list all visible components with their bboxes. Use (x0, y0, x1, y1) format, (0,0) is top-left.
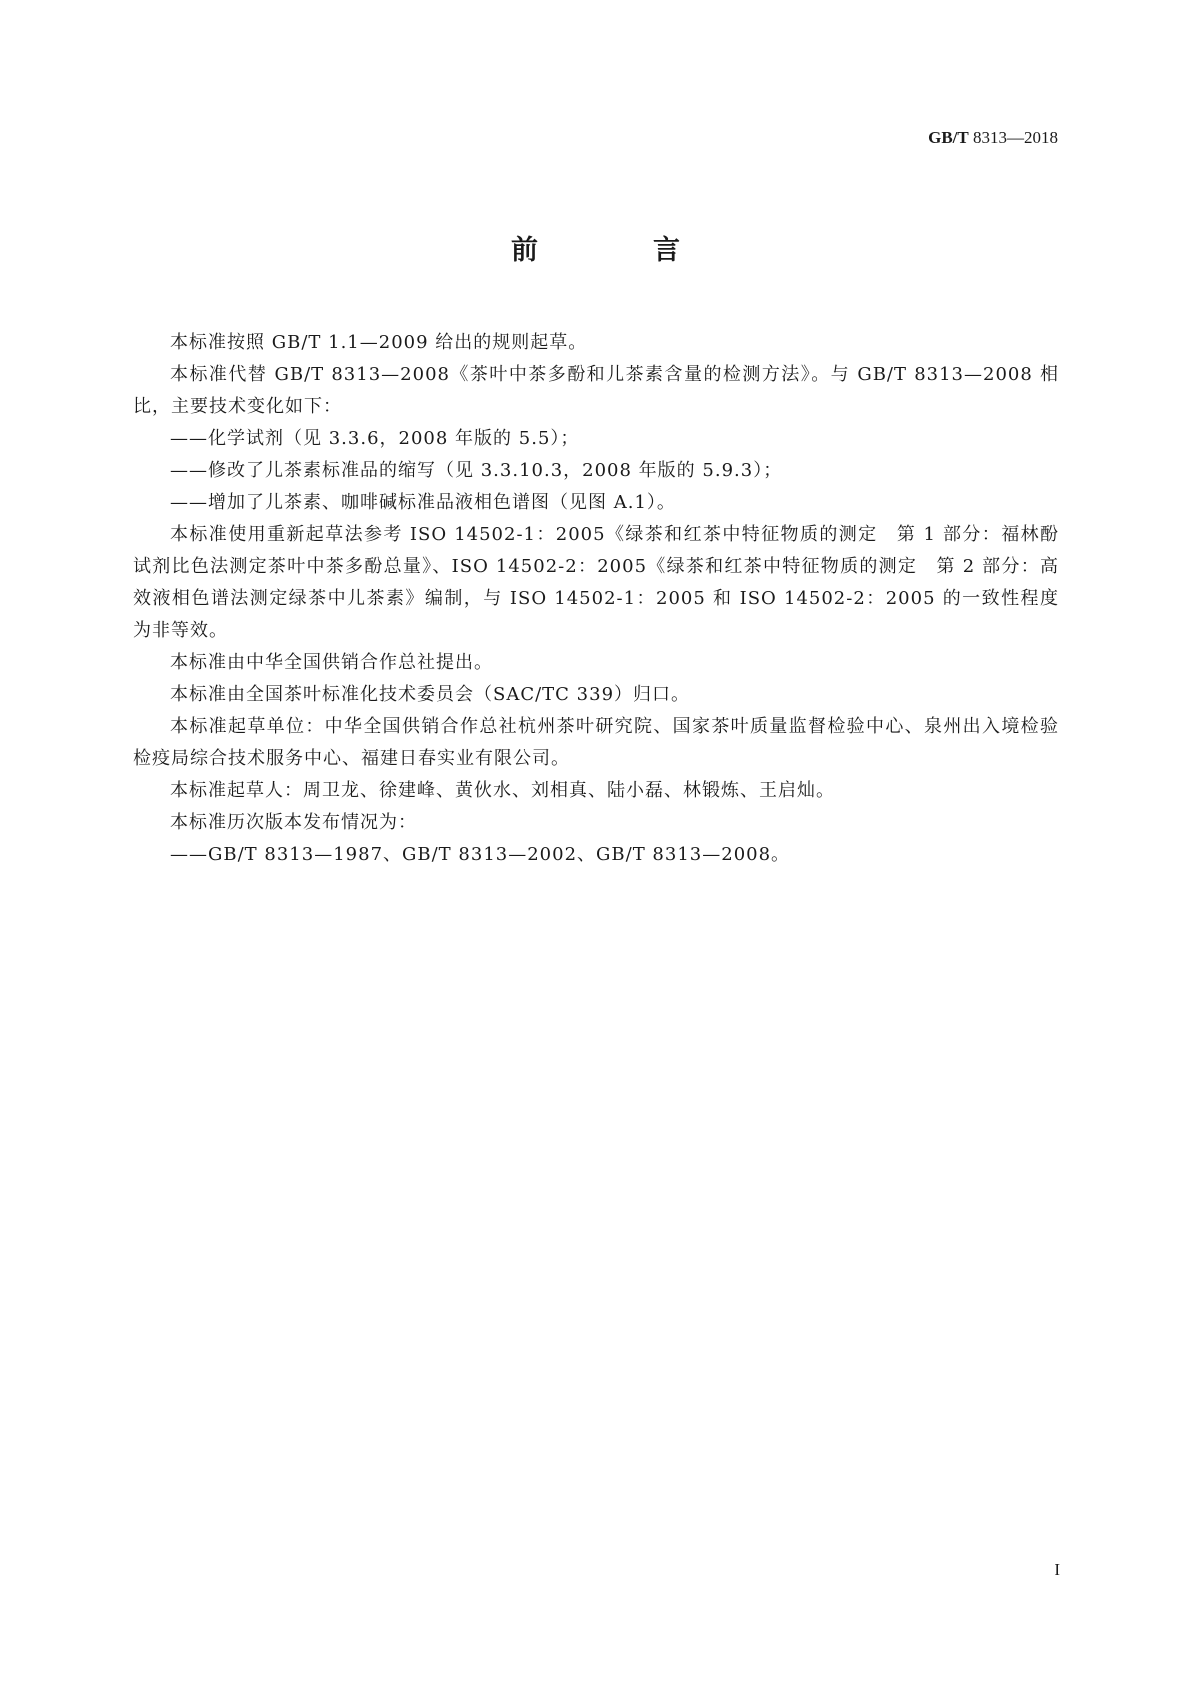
change-item: ——增加了儿茶素、咖啡碱标准品液相色谱图（见图 A.1）。 (170, 492, 676, 513)
page-number: I (1054, 1560, 1060, 1579)
paragraph-drafting-rules: 本标准按照 GB/T 1.1—2009 给出的规则起草。 (170, 332, 588, 353)
change-item: ——化学试剂（见 3.3.6，2008 年版的 5.5）； (170, 428, 580, 449)
paragraph-drafters: 本标准起草人：周卫龙、徐建峰、黄伙水、刘相真、陆小磊、林锻炼、王启灿。 (170, 780, 835, 801)
standard-prefix: GB/T (928, 128, 969, 147)
paragraph-iso-reference: 本标准使用重新起草法参考 ISO 14502-1：2005《绿茶和红茶中特征物质的测定 第 1 部分：福林酚试剂比色法测定茶叶中茶多酚总量》、ISO 14502-2：2005《绿茶和红茶中特征物质的测定 第 2 部分：高效液相色谱法测定绿茶中儿茶素》编制，与 ISO 14502-1：2005 和 ISO 14502-2：2005 的一致性程度为非等效。 (133, 524, 1059, 641)
paragraph-drafting-units: 本标准起草单位：中华全国供销合作总社杭州茶叶研究院、国家茶叶质量监督检验中心、泉州出入境检验检疫局综合技术服务中心、福建日春实业有限公司。 (133, 716, 1059, 769)
history-item: ——GB/T 8313—1987、GB/T 8313—2002、GB/T 8313—2008。 (170, 844, 791, 865)
standard-code-header (928, 128, 1058, 148)
foreword-body (133, 327, 1059, 871)
page-title-text: 前 言 (511, 235, 724, 266)
paragraph-proposer: 本标准由中华全国供销合作总社提出。 (170, 652, 493, 673)
paragraph-history-intro: 本标准历次版本发布情况为： (170, 812, 417, 833)
standard-number: 8313—2018 (973, 128, 1058, 147)
paragraph-committee: 本标准由全国茶叶标准化技术委员会（SAC/TC 339）归口。 (170, 684, 691, 705)
change-item: ——修改了儿茶素标准品的缩写（见 3.3.10.3，2008 年版的 5.9.3）； (170, 460, 783, 481)
page-title (0, 228, 1191, 267)
paragraph-replacement: 本标准代替 GB/T 8313—2008《茶叶中茶多酚和儿茶素含量的检测方法》。与 GB/T 8313—2008 相比，主要技术变化如下： (133, 364, 1059, 417)
